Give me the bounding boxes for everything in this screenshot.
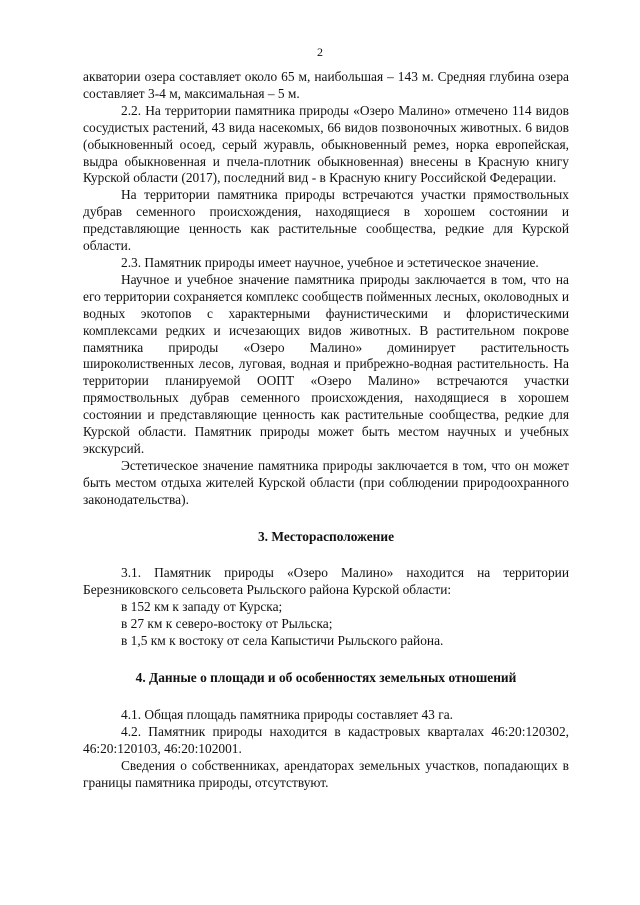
- location-item: в 152 км к западу от Курска;: [121, 599, 283, 615]
- paragraph-2-3-significance: 2.3. Памятник природы имеет научное, учебное и эстетическое значение.: [121, 254, 539, 270]
- paragraph-depth: акватории озера составляет около 65 м, наибольшая – 143 м. Средняя глубина озера составляет 3-4 м, максимальная – 5 м.: [83, 69, 569, 101]
- paragraph-owners: Сведения о собственниках, арендаторах земельных участков, попадающих в границы памятника природы, отсутствуют.: [83, 757, 569, 790]
- location-item: в 27 км к северо-востоку от Рыльска;: [121, 616, 333, 632]
- paragraph-3-1-location: 3.1. Памятник природы «Озеро Малино» находится на территории Березниковского сельсовета Рыльского района Курской области:: [83, 565, 569, 598]
- paragraph-4-1-area: 4.1. Общая площадь памятника природы составляет 43 га.: [121, 706, 453, 722]
- section-3-heading: 3. Месторасположение: [257, 528, 395, 544]
- paragraph-oak-forests: На территории памятника природы встречаются участки прямоствольных дубрав семенного происхождения, находящиеся в хорошем состоянии и представляющие ценность как растительные сообщества, редкие для Курской области.: [83, 187, 569, 254]
- paragraph-scientific-value: Научное и учебное значение памятника природы заключается в том, что на его территории сохраняется комплекс сообществ пойменных лесных, околоводных и водных экотопов с характерными фаунистическими и флористическими комплексами редких и исчезающих видов животных. В растительном покрове памятника природы «Озеро Малино» доминирует растительность широколиственных лесов, луговая, водная и прибрежно-водная растительность. На территории планируемой ООПТ «Озеро Малино» встречаются участки прямоствольных дубрав семенного происхождения, находящиеся в хорошем состоянии и представляющие ценность как растительные сообщества, редкие для Курской области. Памятник природы может быть местом научных и учебных экскурсий.: [83, 271, 569, 456]
- paragraph-aesthetic-value: Эстетическое значение памятника природы заключается в том, что он может быть местом отдыха жителей Курской области (при соблюдении природоохранного законодательства).: [83, 457, 569, 507]
- location-item: в 1,5 км к востоку от села Капыстичи Рыльского района.: [121, 633, 444, 649]
- paragraph-2-2-species: 2.2. На территории памятника природы «Озеро Малино» отмечено 114 видов сосудистых растений, 43 вида насекомых, 66 видов позвоночных животных. 6 видов (обыкновенный осоед, серый журавль, обыкновенный ремез, норка европейская, выдра обыкновенная и пчела-плотник обыкновенная) внесены в Красную книгу Курской области (2017), последний вид - в Красную книгу Российской Федерации.: [83, 102, 569, 186]
- page-number: 2: [317, 45, 323, 59]
- paragraph-4-2-cadastral: 4.2. Памятник природы находится в кадастровых кварталах 46:20:120302, 46:20:120103, 46:20:102001.: [83, 723, 569, 756]
- document-body: [83, 69, 569, 791]
- section-4-heading: 4. Данные о площади и об особенностях земельных отношений: [135, 670, 517, 685]
